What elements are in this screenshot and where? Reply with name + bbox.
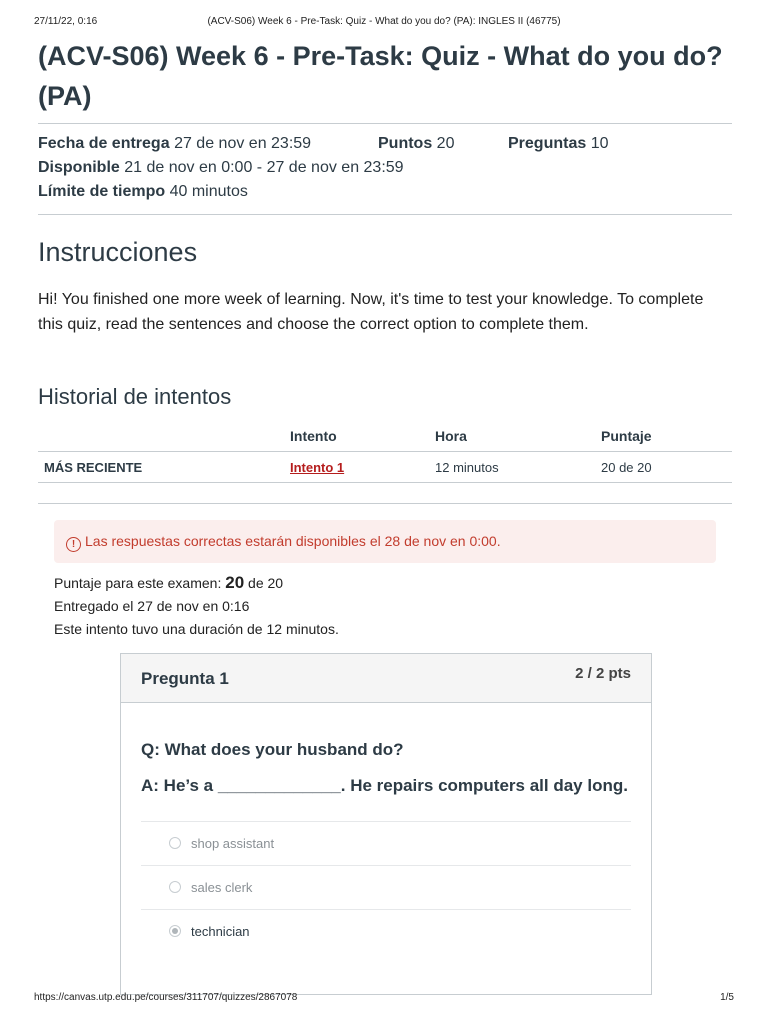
answer-label: shop assistant	[191, 836, 275, 851]
points	[378, 132, 454, 156]
time-limit-label: Límite de tiempo	[38, 183, 166, 200]
print-url: https://canvas.utp.edu.pe/courses/311707/quizzes/2867078	[34, 992, 298, 1003]
column-header-attempt: Intento	[284, 421, 429, 452]
question-header	[121, 654, 651, 703]
column-header-status	[38, 421, 284, 452]
answer-label: sales clerk	[191, 880, 253, 895]
question-body	[121, 703, 651, 953]
print-header	[34, 16, 734, 30]
question-points: 2 / 2 pts	[575, 665, 631, 682]
questions-label: Preguntas	[508, 135, 587, 152]
table-row	[38, 452, 732, 483]
due-date	[38, 132, 311, 156]
attempt-history-heading: Historial de intentos	[38, 384, 232, 409]
instructions-heading: Instrucciones	[38, 237, 198, 267]
print-footer	[34, 992, 734, 1006]
attempt-score: 20 de 20	[595, 452, 732, 483]
question-answer-line: A: He’s a _____________. He repairs computers all day long.	[141, 776, 628, 795]
table-header-row	[38, 421, 732, 452]
score-total: de 20	[248, 575, 284, 591]
attempt-time: 12 minutos	[429, 452, 595, 483]
score-line	[54, 571, 732, 595]
answer-label: technician	[191, 924, 250, 939]
column-header-score: Puntaje	[595, 421, 732, 452]
radio-button-selected[interactable]	[169, 925, 181, 937]
question-card	[120, 653, 652, 995]
question-title: Pregunta 1	[141, 669, 229, 688]
attempt-summary	[54, 571, 732, 641]
answer-option-selected[interactable]	[141, 909, 631, 953]
print-date: 27/11/22, 0:16	[34, 16, 98, 27]
warning-circle-icon: !	[66, 537, 81, 552]
questions-count	[508, 132, 609, 156]
attempt-status: MÁS RECIENTE	[38, 452, 284, 483]
time-limit	[38, 180, 248, 204]
available-value: 21 de nov en 0:00 - 27 de nov en 23:59	[124, 159, 404, 176]
available-label: Disponible	[38, 159, 120, 176]
print-page-number: 1/5	[720, 992, 734, 1003]
score-value: 20	[225, 573, 245, 592]
quiz-details	[38, 123, 732, 215]
radio-button[interactable]	[169, 881, 181, 893]
column-header-time: Hora	[429, 421, 595, 452]
attempt-link[interactable]: Intento 1	[290, 459, 345, 475]
radio-button[interactable]	[169, 837, 181, 849]
alert-text: Las respuestas correctas estarán disponibles el 28 de nov en 0:00.	[85, 533, 501, 549]
due-date-value: 27 de nov en 23:59	[174, 135, 312, 152]
answer-options	[141, 821, 631, 953]
answer-option[interactable]	[141, 865, 631, 909]
submitted-line: Entregado el 27 de nov en 0:16	[54, 598, 250, 614]
available	[38, 156, 404, 180]
quiz-content	[38, 36, 732, 995]
instructions-text: Hi! You finished one more week of learning. Now, it's time to test your knowledge. To complete this quiz, read the sentences and choose the correct option to complete them.	[38, 291, 704, 333]
due-date-label: Fecha de entrega	[38, 135, 170, 152]
questions-value: 10	[590, 135, 609, 152]
points-label: Puntos	[378, 135, 433, 152]
attempt-history-table	[38, 421, 732, 483]
print-page-title: (ACV-S06) Week 6 - Pre-Task: Quiz - What do you do? (PA): INGLES II (46775)	[207, 16, 561, 27]
section-divider	[38, 503, 732, 504]
duration-line: Este intento tuvo una duración de 12 minutos.	[54, 621, 339, 637]
attempt-cell	[284, 452, 429, 483]
answers-availability-alert	[54, 520, 716, 563]
question-prompt: Q: What does your husband do?	[141, 740, 404, 759]
answer-option[interactable]	[141, 821, 631, 865]
quiz-title: (ACV-S06) Week 6 - Pre-Task: Quiz - What do you do? (PA)	[38, 41, 723, 111]
time-limit-value: 40 minutos	[169, 183, 248, 200]
score-label: Puntaje para este examen:	[54, 575, 222, 591]
points-value: 20	[436, 135, 455, 152]
